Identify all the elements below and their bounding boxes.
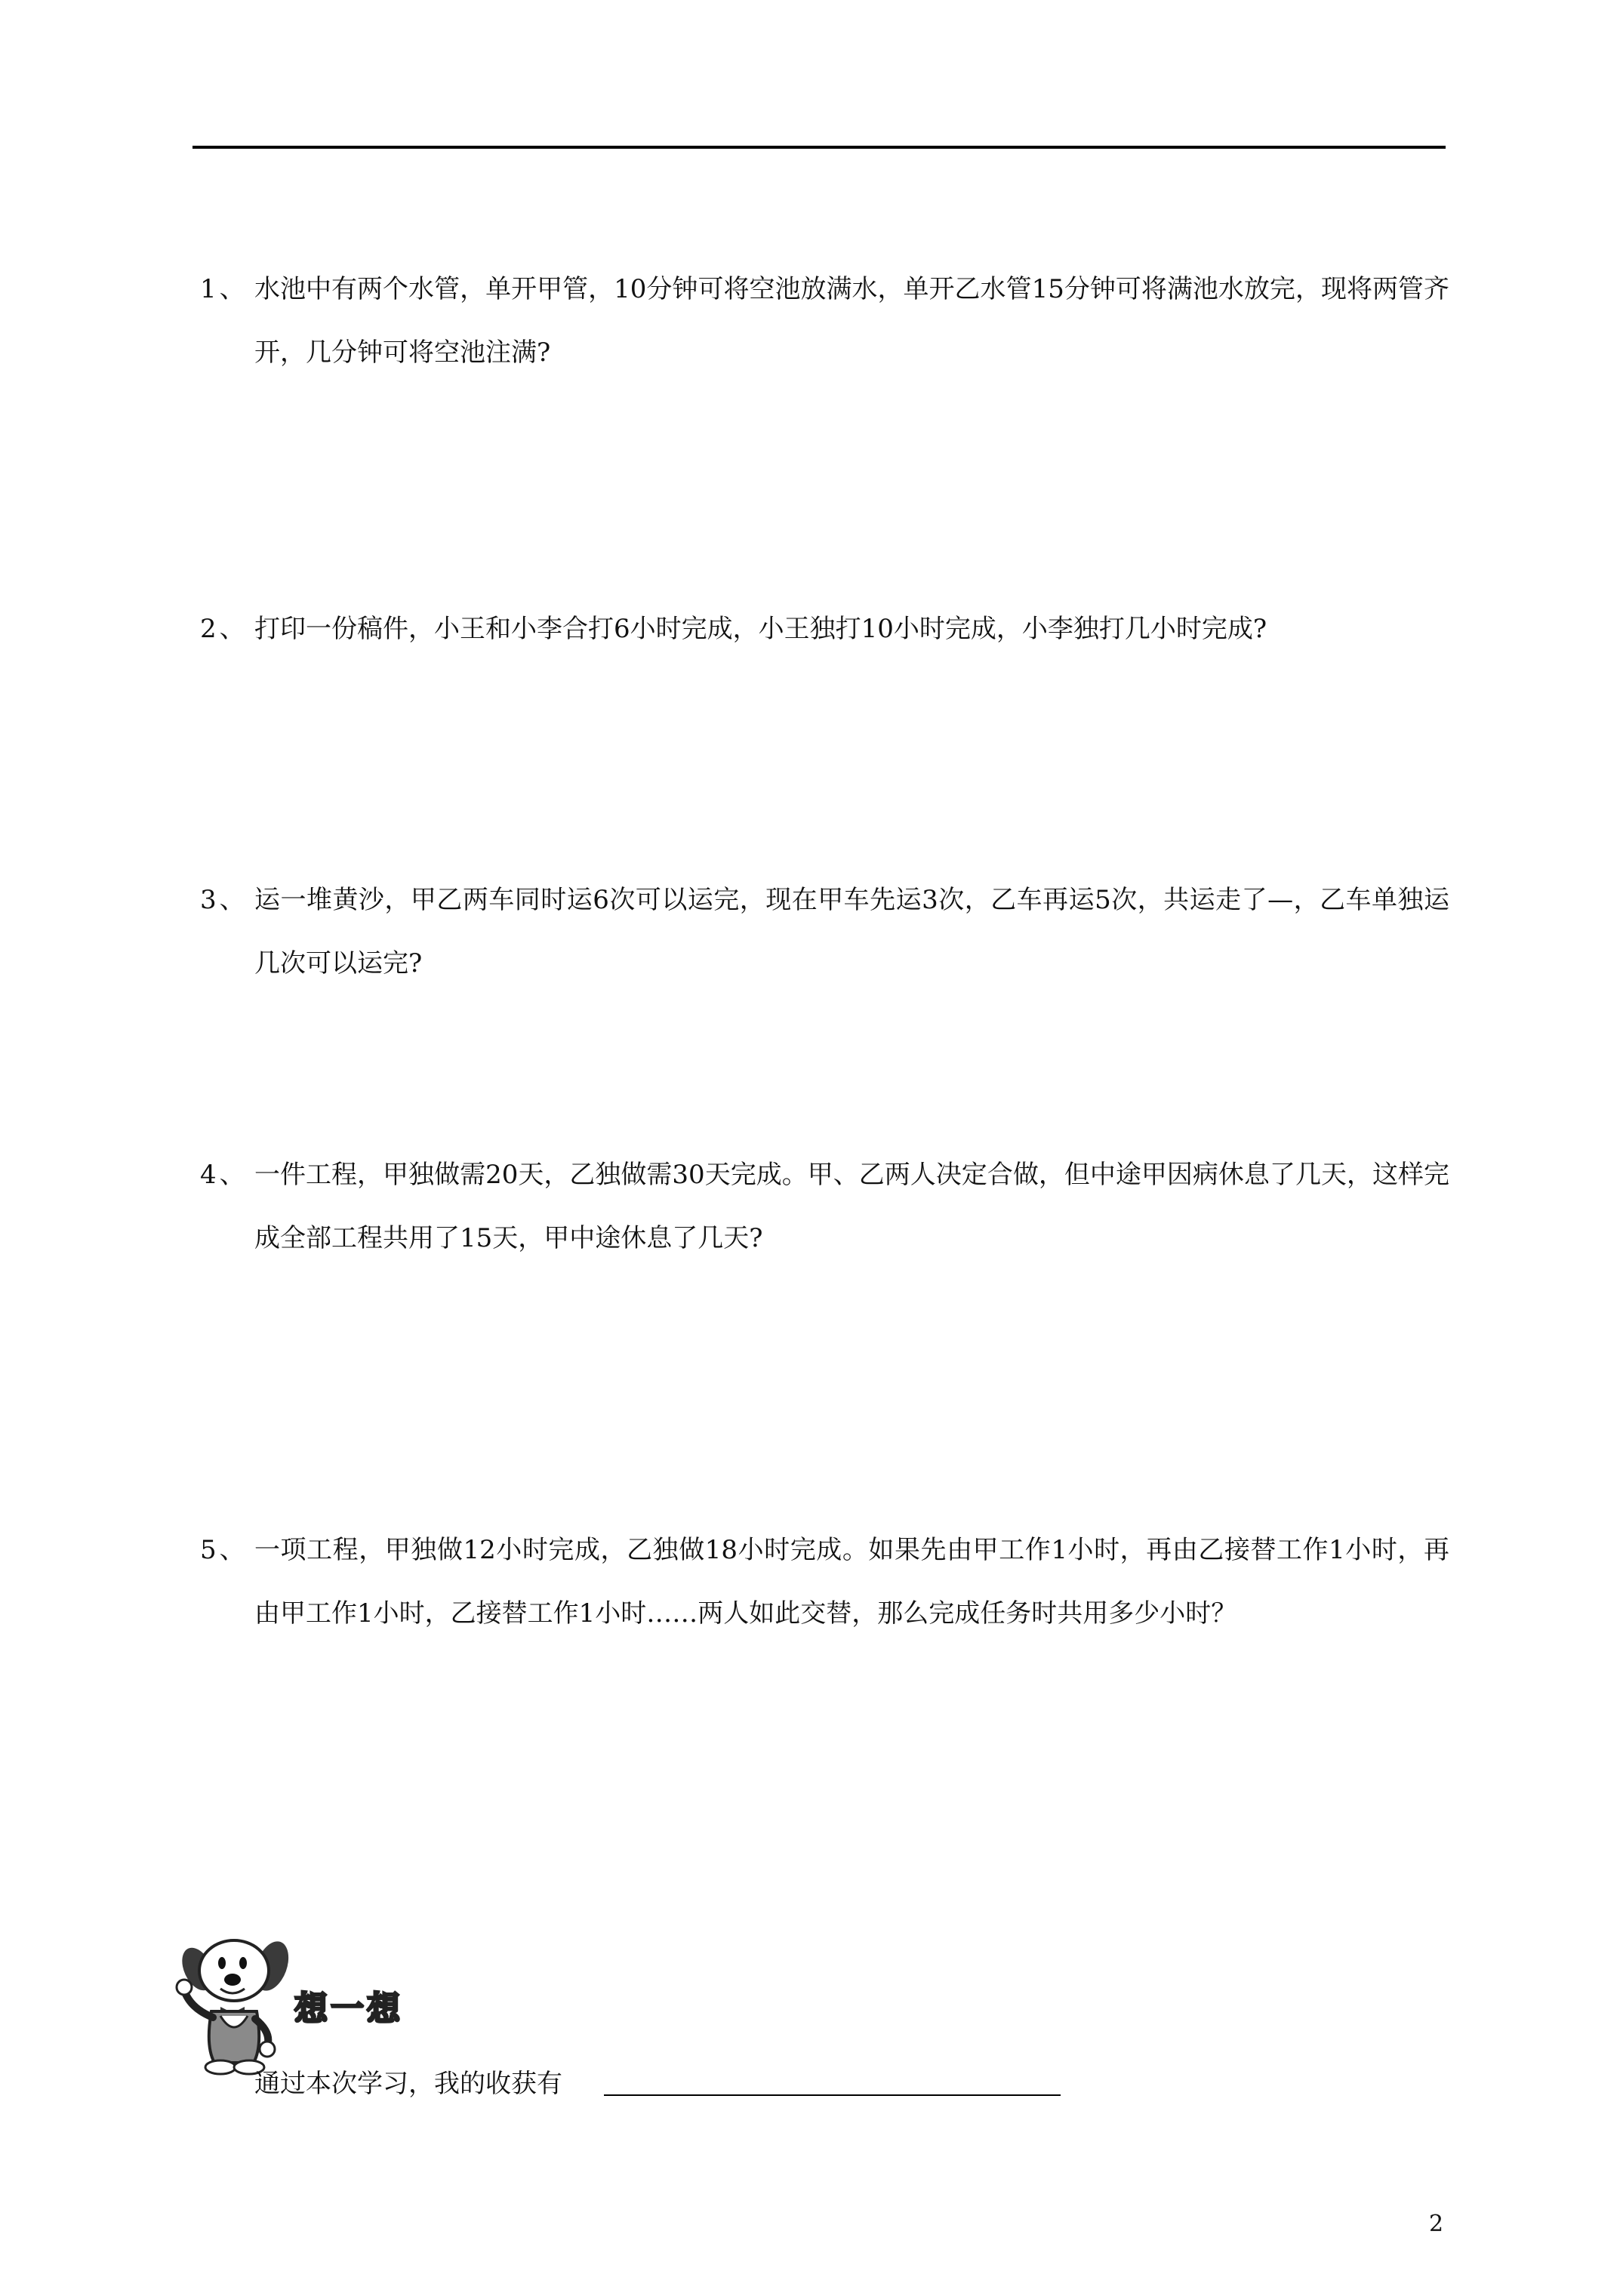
harvest-prompt: 通过本次学习，我的收获有: [254, 2069, 562, 2099]
problem-number: 5、: [200, 1535, 248, 1565]
think-title: 想一想: [294, 1989, 403, 2028]
problem-5: [200, 1518, 1449, 1645]
problem-number: 1、: [200, 274, 248, 304]
problem-text: 一项工程，甲独做12小时完成，乙独做18小时完成。如果先由甲工作1小时，再由乙接替工作1小时，再由甲工作1小时，乙接替工作1小时……两人如此交替，那么完成任务时共用多少小时？: [254, 1535, 1449, 1629]
answer-blank-line[interactable]: [604, 2094, 1061, 2096]
problem-1: [200, 257, 1449, 384]
cartoon-dog-mascot-icon: [175, 1933, 296, 2076]
think-section: [175, 1933, 658, 2076]
problem-text: 打印一份稿件，小王和小李合打6小时完成，小王独打10小时完成，小李独打几小时完成?: [254, 614, 1267, 644]
problem-3: [200, 868, 1449, 995]
problem-number: 3、: [200, 885, 248, 915]
problem-number: 4、: [200, 1160, 248, 1190]
page-number: 2: [1429, 2211, 1444, 2237]
problem-text: 水池中有两个水管，单开甲管，10分钟可将空池放满水，单开乙水管15分钟可将满池水放完，现将两管齐开，几分钟可将空池注满?: [254, 274, 1449, 368]
problem-text: 一件工程，甲独做需20天，乙独做需30天完成。甲、乙两人决定合做，但中途甲因病休息了几天，这样完成全部工程共用了15天，甲中途休息了几天?: [254, 1160, 1449, 1253]
problem-2: [200, 597, 1449, 661]
problem-4: [200, 1143, 1449, 1270]
problem-number: 2、: [200, 614, 248, 644]
problem-text: 运一堆黄沙，甲乙两车同时运6次可以运完，现在甲车先运3次，乙车再运5次，共运走了—，乙车单独运几次可以运完?: [254, 885, 1449, 978]
header-rule: [192, 146, 1446, 149]
